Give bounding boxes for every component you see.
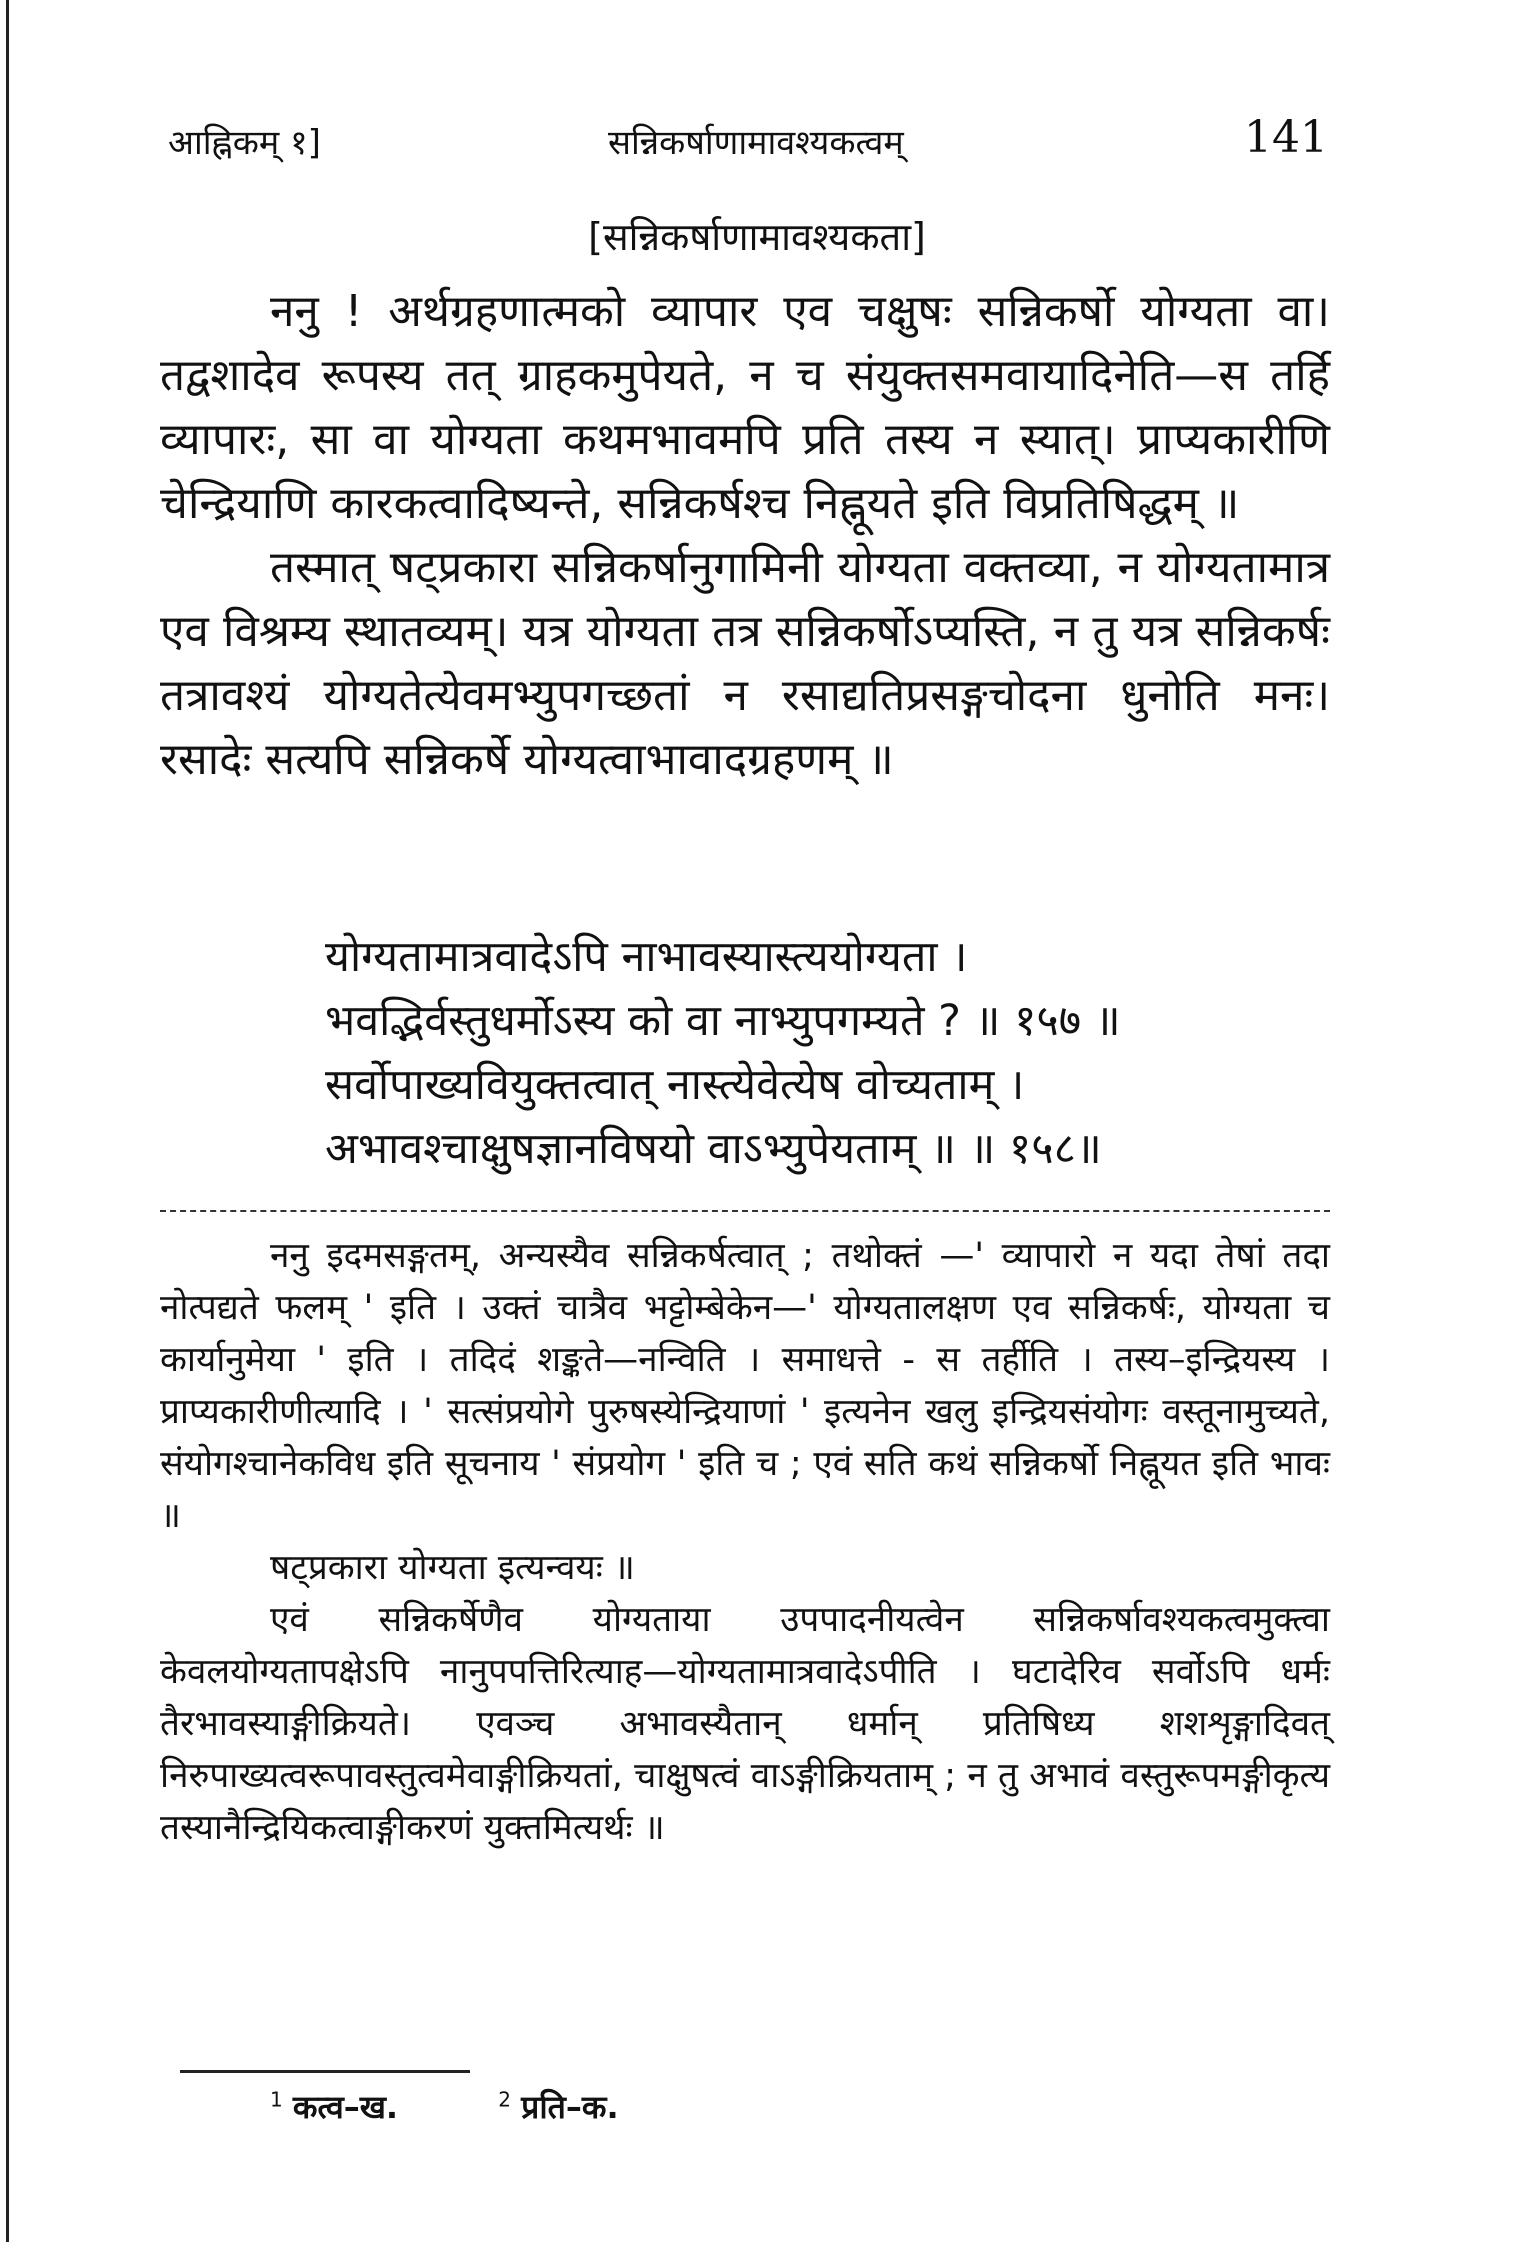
section-divider (160, 1210, 1330, 1212)
verse-line: भवद्भिर्वस्तुधर्मोऽस्य को वा नाभ्युपगम्यते ? ॥ १५७ ॥ (325, 996, 1121, 1046)
footnote (498, 2088, 618, 2126)
commentary-text (160, 1230, 1330, 1854)
footnote (270, 2088, 398, 2126)
verse-line: सर्वोपाख्यवियुक्तत्वात् नास्त्येवेत्येष वोच्यताम् । (325, 1060, 1025, 1110)
footnote-text: प्रति–क. (521, 2088, 619, 2126)
verse-line: अभावश्चाक्षुषज्ञानविषयो वाऽभ्युपेयताम् ॥ ॥ १५८॥ (325, 1124, 1102, 1174)
commentary-paragraph: एवं सन्निकर्षेणैव योग्यताया उपपादनीयत्वेन सन्निकर्षावश्यकत्वमुक्त्वा केवलयोग्यतापक्षेऽपि नानुपपत्तिरित्याह—योग्यतामात्रवादेऽपीति । घटादेरिव सर्वोऽपि धर्मः तैरभावस्याङ्गीक्रियते। एवञ्च अभावस्यैतान् धर्मान् प्रतिषिध्य शशशृङ्गादिवत् निरुपाख्यत्वरूपावस्तुत्वमेवाङ्गीक्रियतां, चाक्षुषत्वं वाऽङ्गीक्रियताम् ; न तु अभावं वस्तुरूपमङ्गीकृत्य तस्यानैन्द्रियिकत्वाङ्गीकरणं युक्तमित्यर्थः ॥ (160, 1600, 1330, 1848)
verse-line: योग्यतामात्रवादेऽपि नाभावस्यास्त्ययोग्यता । (325, 932, 968, 982)
scan-edge (6, 0, 9, 2242)
main-paragraph: ननु ! अर्थग्रहणात्मको व्यापार एव चक्षुषः सन्निकर्षो योग्यता वा। तद्वशादेव रूपस्य तत् ग्राहकमुपेयते, न च संयुक्तसमवायादिनेति—स तर्हि व्यापारः, सा वा योग्यता कथमभावमपि प्रति तस्य न स्यात्। प्राप्यकारीणि चेन्द्रियाणि कारकत्वादिष्यन्ते, सन्निकर्षश्च निह्नूयते इति विप्रतिषिद्धम् ॥ (160, 286, 1330, 529)
footnote-rule (180, 2070, 470, 2073)
running-title: सन्निकर्षाणामावश्यकत्वम् (608, 123, 904, 163)
running-header (168, 112, 1328, 172)
verse-block (325, 925, 1325, 1181)
footnote-mark: 2 (498, 2087, 511, 2112)
commentary-paragraph: ननु इदमसङ्गतम्, अन्यस्यैव सन्निकर्षत्वात् ; तथोक्तं —' व्यापारो न यदा तेषां तदा नोत्पद्यते फलम् ' इति । उक्तं चात्रैव भट्टोम्बेकेन—' योग्यतालक्षण एव सन्निकर्षः, योग्यता च कार्यानुमेया ' इति । तदिदं शङ्कते—नन्विति । समाधत्ते - स तर्हीति । तस्य–इन्द्रियस्य । प्राप्यकारीणीत्यादि । ' सत्संप्रयोगे पुरुषस्येन्द्रियाणां ' इत्यनेन खलु इन्द्रियसंयोगः वस्तूनामुच्यते, संयोगश्चानेकविध इति सूचनाय ' संप्रयोग ' इति च ; एवं सति कथं सन्निकर्षो निह्नूयत इति भावः ॥ (160, 1236, 1330, 1536)
commentary-paragraph: षट्प्रकारा योग्यता इत्यन्वयः ॥ (270, 1548, 635, 1588)
chapter-label: आह्निकम् १] (168, 123, 321, 163)
main-text (160, 280, 1330, 792)
main-paragraph: तस्मात् षट्प्रकारा सन्निकर्षानुगामिनी योग्यता वक्तव्या, न योग्यतामात्र एव विश्रम्य स्थातव्यम्। यत्र योग्यता तत्र सन्निकर्षोऽप्यस्ति, न तु यत्र सन्निकर्षः तत्रावश्यं योग्यतेत्येवमभ्युपगच्छतां न रसाद्यतिप्रसङ्गचोदना धुनोति मनः। रसादेः सत्यपि सन्निकर्षे योग्यत्वाभावादग्रहणम् ॥ (160, 542, 1330, 785)
footnote-text: कत्व–ख. (292, 2088, 399, 2126)
footnote-mark: 1 (270, 2087, 283, 2112)
section-title: [सन्निकर्षाणामावश्यकता] (588, 215, 926, 259)
page-number: 141 (1244, 112, 1328, 163)
footnotes (270, 2085, 709, 2128)
